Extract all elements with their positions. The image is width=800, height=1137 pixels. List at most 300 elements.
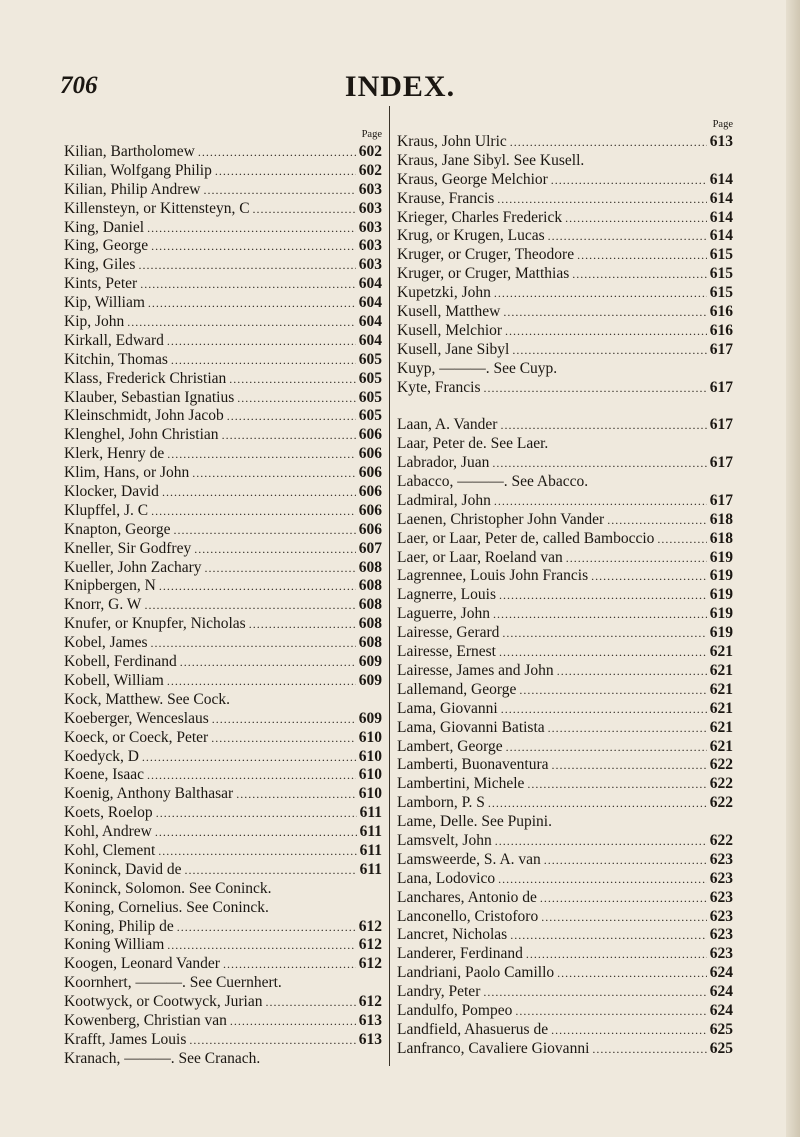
- entry-name: Laar, Peter de. See Laer.: [397, 435, 549, 453]
- index-entry: [64, 634, 382, 653]
- entry-name: Kuyp, ———. See Cuyp.: [397, 359, 558, 377]
- entry-name: Kip, John: [64, 313, 125, 331]
- entry-name: Killensteyn, or Kittensteyn, C: [64, 199, 250, 217]
- index-entry: [397, 511, 733, 530]
- entry-page-number: 617: [709, 491, 733, 509]
- entry-page-number: 602: [358, 143, 382, 160]
- leader-dots: [180, 653, 356, 672]
- leader-dots: [498, 870, 707, 889]
- leader-dots: [506, 738, 707, 757]
- leader-dots: [540, 889, 707, 908]
- leader-dots: [526, 945, 707, 964]
- entry-name: Laer, or Laar, Peter de, called Bamboccio: [397, 529, 655, 547]
- index-entry: [397, 832, 733, 851]
- entry-page-number: 619: [709, 548, 733, 566]
- entry-name: Koogen, Leonard Vander: [64, 955, 220, 973]
- entry-page-number: 622: [709, 756, 733, 774]
- leader-dots: [177, 918, 356, 937]
- leader-dots: [215, 162, 356, 181]
- leader-dots: [142, 748, 356, 767]
- leader-dots: [212, 710, 356, 729]
- leader-dots: [265, 993, 355, 1012]
- index-entry: [397, 681, 733, 700]
- entry-page-number: 605: [358, 407, 382, 425]
- index-entry: [64, 899, 382, 918]
- entry-name: Krieger, Charles Frederick: [397, 208, 563, 226]
- entry-page-number: 623: [709, 850, 733, 868]
- entry-page-number: 621: [709, 718, 733, 736]
- leader-dots: [572, 265, 707, 284]
- entry-name: Krafft, James Louis: [64, 1030, 187, 1048]
- index-entry: [397, 756, 733, 775]
- leader-dots: [557, 662, 707, 681]
- index-entry: [397, 643, 733, 662]
- index-entry: [397, 926, 733, 945]
- entry-page-number: 623: [709, 926, 733, 944]
- entry-name: Kilian, Wolfgang Philip: [64, 161, 212, 179]
- leader-dots: [488, 794, 707, 813]
- entry-name: Koeberger, Wenceslaus: [64, 709, 209, 727]
- leader-dots: [502, 624, 706, 643]
- entry-name: King, Giles: [64, 256, 136, 274]
- entry-name: Koeck, or Coeck, Peter: [64, 728, 209, 746]
- index-entry: [397, 1021, 733, 1040]
- leader-dots: [194, 540, 356, 559]
- entry-name: Kilian, Bartholomew: [64, 143, 195, 160]
- leader-dots: [211, 729, 356, 748]
- leader-dots: [548, 227, 707, 246]
- entry-name: Koene, Isaac: [64, 766, 145, 784]
- index-entry: [64, 936, 382, 955]
- index-entry: [397, 454, 733, 473]
- entry-name: Kootwyck, or Cootwyck, Jurian: [64, 993, 263, 1011]
- entry-page-number: 606: [358, 501, 382, 519]
- entry-name: Koets, Roelop: [64, 804, 153, 822]
- leader-dots: [230, 1012, 356, 1031]
- entry-name: Koninck, David de: [64, 860, 182, 878]
- entry-name: Klim, Hans, or John: [64, 464, 190, 482]
- entry-name: Kobel, James: [64, 634, 148, 652]
- leader-dots: [192, 464, 355, 483]
- index-entry: [64, 483, 382, 502]
- index-entry: [64, 842, 382, 861]
- entry-name: King, Daniel: [64, 218, 145, 236]
- leader-dots: [503, 303, 706, 322]
- leader-dots: [551, 171, 707, 190]
- index-title: INDEX.: [344, 70, 456, 103]
- index-entry: [397, 379, 733, 398]
- entry-page-number: 617: [709, 340, 733, 358]
- leader-dots: [657, 530, 706, 549]
- index-entry: [64, 521, 382, 540]
- page-edge-shadow: [786, 0, 800, 1137]
- entry-name: Kusell, Melchior: [397, 321, 503, 339]
- index-entry: [397, 813, 733, 832]
- index-entry: [64, 653, 382, 672]
- entry-page-number: 610: [358, 785, 382, 803]
- index-entry: [64, 181, 382, 200]
- leader-dots: [148, 294, 356, 313]
- index-entry: [397, 964, 733, 983]
- index-entry: [64, 955, 382, 974]
- entry-page-number: 608: [358, 577, 382, 595]
- entry-name: Knufer, or Knupfer, Nicholas: [64, 615, 246, 633]
- leader-dots: [155, 823, 357, 842]
- leader-dots: [557, 964, 707, 983]
- leader-dots: [551, 1021, 707, 1040]
- entry-page-number: 622: [709, 831, 733, 849]
- leader-dots: [592, 1040, 706, 1059]
- entry-name: Landriani, Paolo Camillo: [397, 964, 555, 982]
- entry-page-number: 603: [358, 180, 382, 198]
- entry-page-number: 618: [709, 510, 733, 528]
- entry-name: Lanfranco, Cavaliere Giovanni: [397, 1039, 590, 1057]
- leader-dots: [147, 219, 356, 238]
- entry-page-number: 615: [709, 246, 733, 264]
- entry-page-number: 611: [359, 860, 382, 878]
- index-entry: [64, 861, 382, 880]
- index-entry: [64, 993, 382, 1012]
- leader-dots: [500, 416, 706, 435]
- entry-name: Kip, William: [64, 294, 145, 312]
- entry-name: Kobell, Ferdinand: [64, 653, 177, 671]
- entry-name: Kraus, Jane Sibyl. See Kusell.: [397, 151, 585, 169]
- entry-page-number: 621: [709, 661, 733, 679]
- entry-page-number: 624: [709, 964, 733, 982]
- leader-dots: [495, 832, 707, 851]
- entry-page-number: 613: [709, 133, 733, 150]
- entry-page-number: 612: [358, 955, 382, 973]
- entry-name: Kowenberg, Christian van: [64, 1011, 227, 1029]
- index-entry: [64, 256, 382, 275]
- entry-name: Lana, Lodovico: [397, 869, 496, 887]
- leader-dots: [249, 615, 356, 634]
- index-entry: [64, 729, 382, 748]
- entry-page-number: 623: [709, 869, 733, 887]
- index-entry: [64, 974, 382, 993]
- index-entry: [64, 918, 382, 937]
- leader-dots: [189, 1031, 355, 1050]
- entry-name: Lagrennee, Louis John Francis: [397, 567, 589, 585]
- entry-name: Lairesse, James and John: [397, 661, 554, 679]
- index-entry: [397, 227, 733, 246]
- entry-name: Lairesse, Ernest: [397, 643, 496, 661]
- right-entries-list: [397, 133, 733, 1059]
- entry-name: Kraus, George Melchior: [397, 170, 548, 188]
- index-entry: [64, 804, 382, 823]
- index-entry: [397, 492, 733, 511]
- entry-page-number: 603: [358, 199, 382, 217]
- entry-page-number: 603: [358, 237, 382, 255]
- entry-name: Lamborn, P. S: [397, 794, 485, 812]
- leader-dots: [236, 785, 356, 804]
- index-entry: [64, 200, 382, 219]
- entry-name: Lame, Delle. See Pupini.: [397, 813, 552, 831]
- index-entry: [397, 152, 733, 171]
- entry-name: Landfield, Ahasuerus de: [397, 1020, 549, 1038]
- index-entry: [397, 473, 733, 492]
- left-column: [64, 128, 382, 1069]
- entry-page-number: 606: [358, 520, 382, 538]
- index-entry: [397, 719, 733, 738]
- leader-dots: [167, 936, 355, 955]
- entry-name: Labacco, ———. See Abacco.: [397, 473, 589, 491]
- entry-name: Kock, Matthew. See Cock.: [64, 690, 231, 708]
- entry-name: Lanconello, Cristoforo: [397, 907, 539, 925]
- index-entry: [64, 237, 382, 256]
- entry-name: Klocker, David: [64, 483, 159, 501]
- entry-name: Laenen, Christopher John Vander: [397, 510, 605, 528]
- entry-page-number: 621: [709, 680, 733, 698]
- index-entry: [64, 1012, 382, 1031]
- entry-name: Kirkall, Edward: [64, 331, 164, 349]
- index-entry: [64, 785, 382, 804]
- entry-page-number: 622: [709, 794, 733, 812]
- entry-page-number: 611: [359, 823, 382, 841]
- entry-page-number: 604: [358, 275, 382, 293]
- index-entry: [397, 738, 733, 757]
- leader-dots: [519, 681, 706, 700]
- leader-dots: [527, 775, 706, 794]
- index-entry: [397, 1040, 733, 1059]
- leader-dots: [159, 577, 356, 596]
- entry-name: Koornhert, ———. See Cuernhert.: [64, 974, 282, 992]
- entry-name: Kitchin, Thomas: [64, 350, 168, 368]
- index-entry: [397, 700, 733, 719]
- entry-page-number: 623: [709, 888, 733, 906]
- index-entry: [397, 133, 733, 152]
- index-entry: [64, 143, 382, 162]
- leader-dots: [552, 756, 707, 775]
- index-entry: [64, 275, 382, 294]
- leader-dots: [167, 445, 355, 464]
- index-entry: [64, 615, 382, 634]
- entry-name: Koning, Philip de: [64, 917, 174, 935]
- entry-page-number: 605: [358, 369, 382, 387]
- leader-dots: [162, 483, 356, 502]
- index-entry: [397, 416, 733, 435]
- leader-dots: [227, 407, 356, 426]
- entry-name: Laan, A. Vander: [397, 416, 498, 434]
- entry-name: Kruger, or Cruger, Matthias: [397, 265, 570, 283]
- index-entry: [397, 775, 733, 794]
- leader-dots: [492, 454, 706, 473]
- entry-name: Laguerre, John: [397, 605, 490, 623]
- entry-name: Kilian, Philip Andrew: [64, 180, 201, 198]
- entry-name: Landry, Peter: [397, 983, 481, 1001]
- entry-page-number: 619: [709, 605, 733, 623]
- entry-page-number: 621: [709, 699, 733, 717]
- entry-page-number: 610: [358, 747, 382, 765]
- entry-name: Lambert, George: [397, 737, 503, 755]
- entry-page-number: 617: [709, 378, 733, 396]
- leader-dots: [510, 133, 707, 152]
- entry-name: Lamsweerde, S. A. van: [397, 850, 541, 868]
- entry-name: Kranach, ———. See Cranach.: [64, 1049, 261, 1067]
- leader-dots: [237, 389, 355, 408]
- entry-name: Klenghel, John Christian: [64, 426, 219, 444]
- entry-page-number: 605: [358, 388, 382, 406]
- right-column: [397, 119, 733, 1059]
- entry-page-number: 615: [709, 284, 733, 302]
- index-entry: [397, 341, 733, 360]
- entry-name: Kraus, John Ulric: [397, 133, 507, 150]
- entry-name: Knipbergen, N: [64, 577, 156, 595]
- index-entry: [397, 190, 733, 209]
- entry-page-number: 625: [709, 1020, 733, 1038]
- entry-page-number: 617: [709, 454, 733, 472]
- index-entry: [397, 209, 733, 228]
- leader-dots: [138, 256, 355, 275]
- entry-page-number: 619: [709, 567, 733, 585]
- entry-page-number: 624: [709, 983, 733, 1001]
- entry-page-number: 614: [709, 208, 733, 226]
- entry-name: Lanchares, Antonio de: [397, 888, 537, 906]
- entry-page-number: 615: [709, 265, 733, 283]
- index-entry: [397, 530, 733, 549]
- index-entry: [64, 710, 382, 729]
- leader-dots: [577, 246, 707, 265]
- leader-dots: [565, 209, 707, 228]
- index-entry: [64, 559, 382, 578]
- entry-name: Krause, Francis: [397, 189, 495, 207]
- entry-name: Kupetzki, John: [397, 284, 491, 302]
- entry-page-number: 616: [709, 303, 733, 321]
- entry-name: Klass, Frederick Christian: [64, 369, 227, 387]
- leader-dots: [198, 143, 356, 162]
- leader-dots: [548, 719, 707, 738]
- entry-page-number: 619: [709, 586, 733, 604]
- leader-dots: [484, 379, 707, 398]
- entry-name: Koenig, Anthony Balthasar: [64, 785, 234, 803]
- entry-page-number: 614: [709, 170, 733, 188]
- leader-dots: [494, 284, 707, 303]
- entry-page-number: 612: [358, 917, 382, 935]
- leader-dots: [591, 567, 707, 586]
- entry-name: Knapton, George: [64, 520, 171, 538]
- index-entry: [397, 908, 733, 927]
- entry-name: Lama, Giovanni Batista: [397, 718, 545, 736]
- entry-name: Ladmiral, John: [397, 491, 491, 509]
- index-entry: [397, 435, 733, 454]
- entry-name: Klupffel, J. C: [64, 501, 149, 519]
- entry-page-number: 610: [358, 728, 382, 746]
- leader-dots: [499, 643, 707, 662]
- index-entry: [397, 1002, 733, 1021]
- index-entry: [397, 945, 733, 964]
- entry-name: Kusell, Jane Sibyl: [397, 340, 510, 358]
- column-divider: [389, 106, 390, 1066]
- entry-page-number: 604: [358, 331, 382, 349]
- index-entry: [397, 586, 733, 605]
- page-header: [0, 70, 800, 110]
- entry-name: Lallemand, George: [397, 680, 517, 698]
- index-entry: [64, 313, 382, 332]
- index-entry: [397, 322, 733, 341]
- page-column-heading: Page: [361, 129, 382, 140]
- entry-page-number: 608: [358, 634, 382, 652]
- entry-page-number: 614: [709, 227, 733, 245]
- leader-dots: [185, 861, 357, 880]
- entry-name: Kusell, Matthew: [397, 303, 501, 321]
- entry-name: Kobell, William: [64, 671, 164, 689]
- entry-name: Krug, or Krugen, Lucas: [397, 227, 545, 245]
- entry-page-number: 622: [709, 775, 733, 793]
- index-entry: [64, 332, 382, 351]
- index-entry: [397, 549, 733, 568]
- entry-page-number: 605: [358, 350, 382, 368]
- index-entry: [397, 889, 733, 908]
- entry-name: Lagnerre, Louis: [397, 586, 496, 604]
- entry-page-number: 609: [358, 709, 382, 727]
- index-entry: [397, 851, 733, 870]
- leader-dots: [203, 181, 355, 200]
- leader-dots: [494, 492, 707, 511]
- entry-name: Kints, Peter: [64, 275, 138, 293]
- entry-name: Kyte, Francis: [397, 378, 481, 396]
- entry-name: Kruger, or Cruger, Theodore: [397, 246, 575, 264]
- leader-dots: [173, 521, 355, 540]
- entry-page-number: 608: [358, 615, 382, 633]
- entry-name: Laer, or Laar, Roeland van: [397, 548, 563, 566]
- index-entry: [397, 794, 733, 813]
- entry-page-number: 609: [358, 653, 382, 671]
- entry-page-number: 606: [358, 426, 382, 444]
- index-entry: [64, 407, 382, 426]
- entry-page-number: 625: [709, 1039, 733, 1057]
- leader-dots: [510, 926, 707, 945]
- leader-dots: [167, 672, 356, 691]
- index-entry: [64, 219, 382, 238]
- index-entry: [397, 284, 733, 303]
- leader-dots: [156, 804, 357, 823]
- entry-name: Knorr, G. W: [64, 596, 142, 614]
- leader-dots: [497, 190, 706, 209]
- leader-dots: [147, 766, 356, 785]
- leader-dots: [140, 275, 356, 294]
- entry-page-number: 604: [358, 294, 382, 312]
- index-entry: [397, 605, 733, 624]
- leader-dots: [127, 313, 355, 332]
- entry-page-number: 612: [358, 936, 382, 954]
- leader-dots: [483, 983, 706, 1002]
- entry-page-number: 621: [709, 643, 733, 661]
- entry-page-number: 611: [359, 804, 382, 822]
- index-entry: [397, 360, 733, 379]
- entry-page-number: 608: [358, 596, 382, 614]
- index-entry: [64, 748, 382, 767]
- leader-dots: [541, 908, 707, 927]
- entry-name: Kleinschmidt, John Jacob: [64, 407, 224, 425]
- page-column-heading: Page: [712, 119, 733, 130]
- entry-name: Lamberti, Buonaventura: [397, 756, 549, 774]
- entry-page-number: 610: [358, 766, 382, 784]
- entry-name: Kohl, Clement: [64, 841, 156, 859]
- entry-name: Lambertini, Michele: [397, 775, 525, 793]
- entry-page-number: 617: [709, 416, 733, 434]
- index-entry: [64, 502, 382, 521]
- leader-dots: [229, 370, 355, 389]
- entry-page-number: 604: [358, 313, 382, 331]
- entry-page-number: 623: [709, 945, 733, 963]
- leader-dots: [505, 322, 707, 341]
- index-entry: [397, 246, 733, 265]
- leader-dots: [253, 200, 356, 219]
- index-entry: [64, 596, 382, 615]
- index-entry: [64, 389, 382, 408]
- entry-page-number: 619: [709, 624, 733, 642]
- entry-page-number: 606: [358, 445, 382, 463]
